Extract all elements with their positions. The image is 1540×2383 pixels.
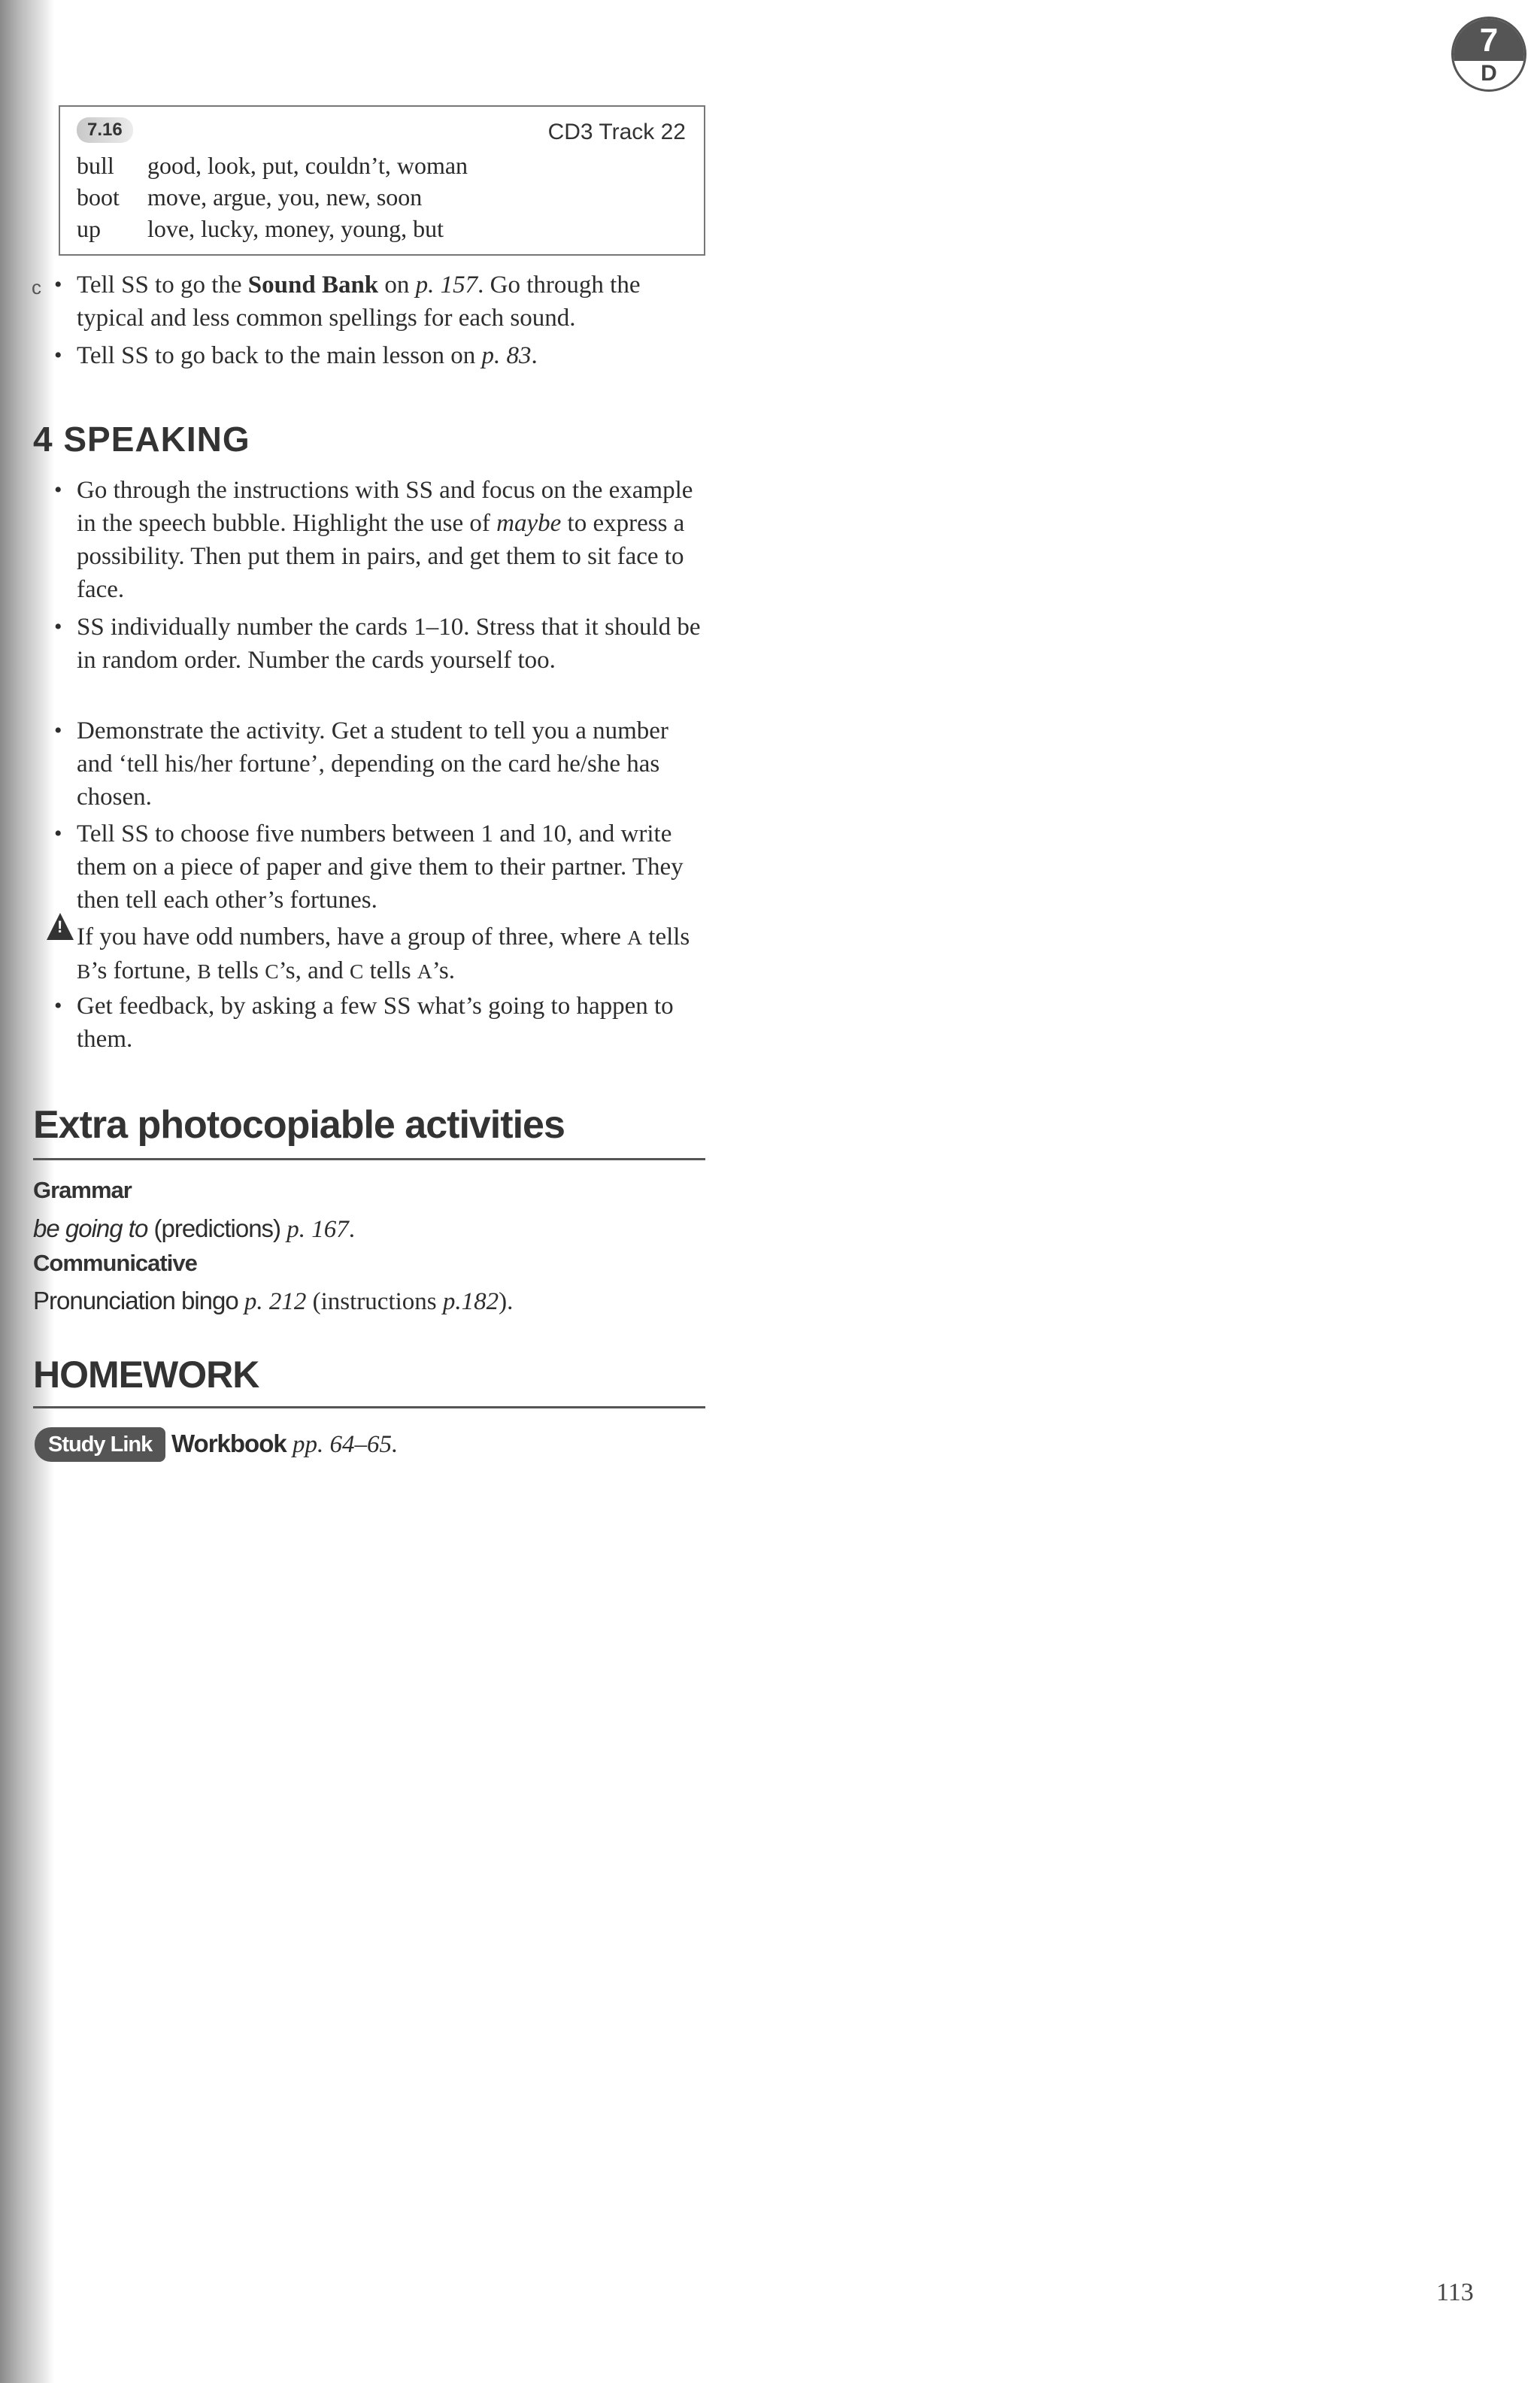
sound-words: move, argue, you, new, soon: [147, 183, 423, 211]
page-number: 113: [1436, 2278, 1474, 2306]
section-c-bullet: • Tell SS to go the Sound Bank on p. 157. Go through the typical and less common spellings for each sound.: [77, 268, 708, 335]
unit-badge: [1451, 17, 1526, 92]
sound-key: bull: [77, 152, 114, 179]
speaking-bullet: • Go through the instructions with SS and focus on the example in the speech bubble. Highlight the use of maybe to express a possibility. Then put them in pairs, and get them to sit face to face.: [77, 474, 708, 606]
extra-activities-heading: Extra photocopiable activities: [33, 1103, 565, 1147]
grammar-label: Grammar: [33, 1177, 132, 1203]
speaking-bullet: • Demonstrate the activity. Get a student to tell you a number and ‘tell his/her fortune’, depending on the card he/she has chosen.: [77, 714, 708, 814]
divider: [33, 1158, 705, 1160]
sound-key: up: [77, 215, 101, 242]
sound-words: good, look, put, couldn’t, woman: [147, 152, 468, 179]
sound-key: boot: [77, 183, 120, 211]
speaking-note: If you have odd numbers, have a group of three, where A tells B’s fortune, B tells C’s, and C tells A’s.: [77, 923, 690, 984]
workbook-reference: Workbook pp. 64–65.: [171, 1429, 399, 1458]
audio-box: [59, 105, 705, 256]
communicative-label: Communicative: [33, 1250, 197, 1276]
speaking-bullet: • Get feedback, by asking a few SS what’s going to happen to them.: [77, 990, 708, 1056]
speaking-bullet: • Tell SS to choose five numbers between 1 and 10, and write them on a piece of paper and give them to their partner. They then tell each other’s fortunes.: [77, 817, 708, 917]
sound-row: [77, 182, 422, 212]
communicative-activity: Pronunciation bingo p. 212 (instructions p.182).: [33, 1287, 514, 1315]
sound-row: [77, 214, 444, 244]
audio-track: CD3 Track 22: [547, 120, 686, 144]
study-link-badge: Study Link: [35, 1427, 165, 1462]
speaking-heading: 4 SPEAKING: [33, 420, 250, 459]
section-c-letter: c: [32, 276, 41, 299]
lesson-letter: D: [1481, 61, 1497, 86]
sound-row: [77, 150, 468, 180]
grammar-activity: be going to (predictions) p. 167.: [33, 1214, 355, 1243]
divider: [33, 1406, 705, 1408]
homework-heading: HOMEWORK: [33, 1354, 259, 1396]
section-c-bullet: • Tell SS to go back to the main lesson on p. 83.: [77, 339, 708, 372]
warning-icon: [47, 913, 74, 940]
speaking-bullet: • SS individually number the cards 1–10. Stress that it should be in random order. Number the cards yourself too.: [77, 611, 708, 677]
audio-code: 7.16: [77, 117, 133, 143]
sound-words: love, lucky, money, young, but: [147, 215, 444, 242]
unit-number: 7: [1454, 19, 1524, 61]
